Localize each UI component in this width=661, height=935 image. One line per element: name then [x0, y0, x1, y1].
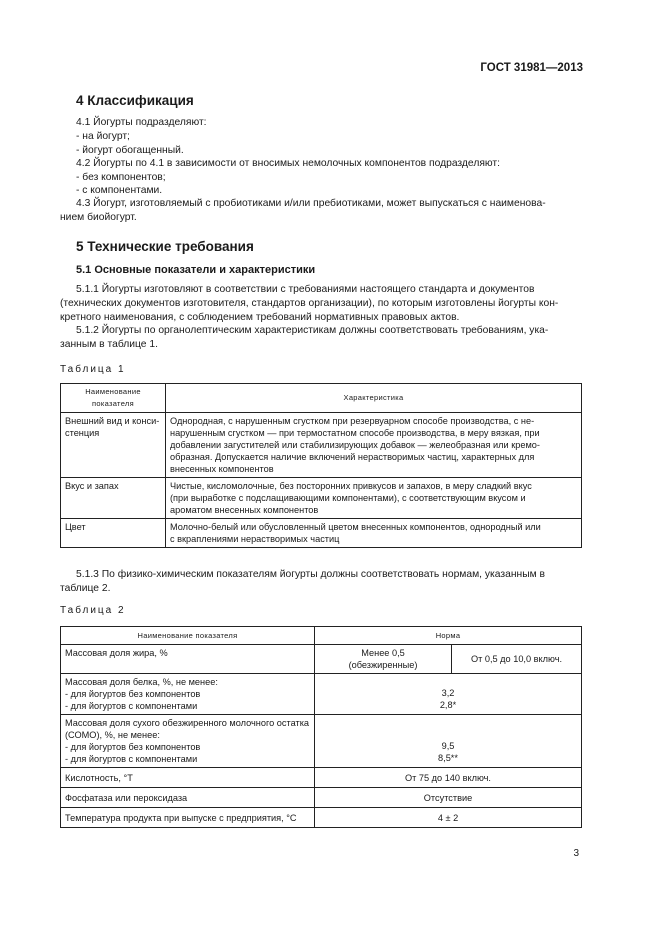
table-1 — [60, 383, 582, 548]
clause-5-1-1-cont: (технических документов изготовителя, стандартов организации), по которым изготовлены йогурты кон- — [60, 298, 559, 309]
table-cell-name: Кислотность, °Т — [61, 768, 315, 788]
table-cell-value: Чистые, кисломолочные, без посторонних привкусов и запахов, в меру сладкий вкус (при выработке с подслащивающими компонентами), с соответствующим вкусом и ароматом внесенных компонентов — [166, 478, 582, 519]
table-cell-value: Отсутствие — [315, 788, 582, 808]
table-cell-value: 3,2 2,8* — [315, 674, 582, 715]
table-row — [61, 808, 582, 828]
list-item: - на йогурт; — [76, 131, 130, 142]
clause-5-1-1-cont: кретного наименования, с соблюдением требований нормативных правовых актов. — [60, 312, 460, 323]
clause-4-1: 4.1 Йогурты подразделяют: — [76, 117, 207, 128]
standard-code: ГОСТ 31981—2013 — [480, 62, 583, 74]
table-row — [61, 674, 582, 715]
table-cell-name: Температура продукта при выпуске с предприятия, °С — [61, 808, 315, 828]
clause-4-3-cont: нием биойогурт. — [60, 212, 137, 223]
table-row — [61, 715, 582, 768]
table-2-header-norm: Норма — [315, 627, 582, 645]
clause-5-1-2: 5.1.2 Йогурты по органолептическим характеристикам должны соответствовать требованиям, ука- — [76, 325, 549, 336]
clause-4-2: 4.2 Йогурты по 4.1 в зависимости от вносимых немолочных компонентов подразделяют: — [76, 158, 500, 169]
table-cell-name: Массовая доля сухого обезжиренного молочного остатка (СОМО), %, не менее: - для йогуртов без компонентов - для йогуртов с компонентами — [61, 715, 315, 768]
clause-5-1-3: 5.1.3 По физико-химическим показателям йогурты должны соответствовать нормам, указанным в — [76, 569, 546, 580]
clause-5-1-1: 5.1.1 Йогурты изготовляют в соответствии с требованиями настоящего стандарта и документов — [76, 284, 535, 295]
subsection-5-1-title: 5.1 Основные показатели и характеристики — [76, 264, 316, 276]
table-cell-name: Массовая доля жира, % — [61, 645, 315, 674]
table-2 — [60, 626, 582, 828]
page-number: 3 — [573, 848, 579, 859]
clause-4-3: 4.3 Йогурт, изготовляемый с пробиотиками и/или пребиотиками, может выпускаться с наименова- — [76, 198, 546, 209]
table-1-header-name: Наименование показателя — [61, 384, 166, 413]
table-cell-value: 9,5 8,5** — [315, 715, 582, 768]
table-row — [61, 478, 582, 519]
table-row — [61, 519, 582, 548]
section-5-title: 5 Технические требования — [76, 239, 254, 254]
table-cell-name: Массовая доля белка, %, не менее: - для йогуртов без компонентов - для йогуртов с компонентами — [61, 674, 315, 715]
table-row — [61, 788, 582, 808]
table-row — [61, 413, 582, 478]
list-item: - с компонентами. — [76, 185, 163, 196]
list-item: - йогурт обогащенный. — [76, 145, 184, 156]
table-cell-name: Внешний вид и конси- стенция — [61, 413, 166, 478]
clause-5-1-2-cont: занным в таблице 1. — [60, 339, 158, 350]
table-cell-name: Вкус и запах — [61, 478, 166, 519]
list-item: - без компонентов; — [76, 172, 166, 183]
table-1-caption: Таблица 1 — [60, 364, 126, 375]
table-cell-value: От 0,5 до 10,0 включ. — [452, 645, 582, 674]
table-cell-value: Менее 0,5 (обезжиренные) — [315, 645, 452, 674]
table-1-header-characteristic: Характеристика — [166, 384, 582, 413]
table-row — [61, 768, 582, 788]
table-cell-value: Однородная, с нарушенным сгустком при резервуарном способе производства, с не- нарушенным сгустком — при термостатном способе производства, в меру вязкая, при добавлении загустителей или стабилизирующих добавок — желеобразная или кремо- образная. Допускается наличие включений нерастворимых частиц, характерных для внесенных компонентов — [166, 413, 582, 478]
table-cell-value: 4 ± 2 — [315, 808, 582, 828]
clause-5-1-3-cont: таблице 2. — [60, 583, 111, 594]
table-2-caption: Таблица 2 — [60, 605, 126, 616]
table-row — [61, 645, 582, 674]
table-cell-name: Фосфатаза или пероксидаза — [61, 788, 315, 808]
section-4-title: 4 Классификация — [76, 93, 194, 108]
table-cell-name: Цвет — [61, 519, 166, 548]
table-2-header-name: Наименование показателя — [61, 627, 315, 645]
table-cell-value: От 75 до 140 включ. — [315, 768, 582, 788]
table-cell-value: Молочно-белый или обусловленный цветом внесенных компонентов, однородный или с вкраплениями нерастворимых частиц — [166, 519, 582, 548]
